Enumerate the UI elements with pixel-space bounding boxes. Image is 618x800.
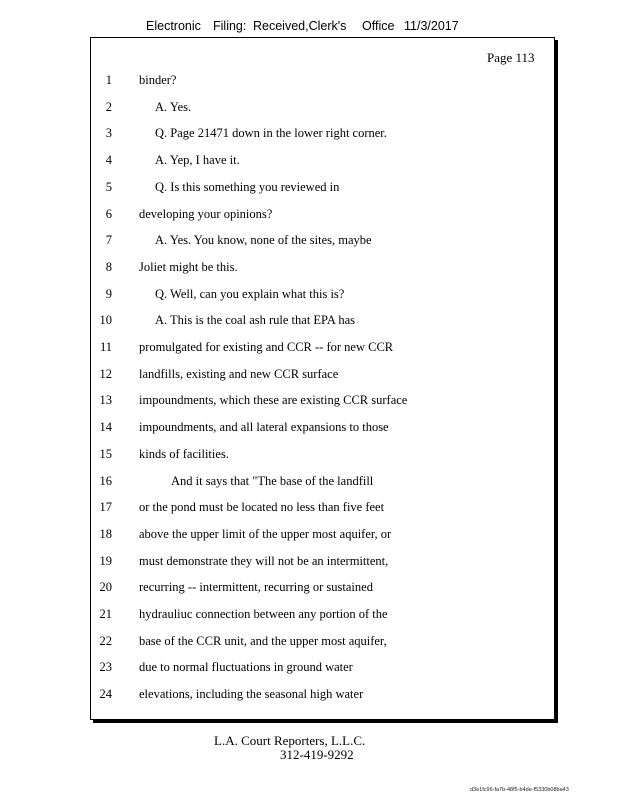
line-text: impoundments, and all lateral expansions to those <box>139 420 389 434</box>
line-number: 5 <box>105 180 112 194</box>
transcript-line <box>0 207 618 225</box>
transcript-line <box>0 287 618 305</box>
transcript-line <box>0 554 618 572</box>
header-date: 11/3/2017 <box>404 19 459 33</box>
line-number: 1 <box>105 73 112 87</box>
line-number: 20 <box>99 580 112 594</box>
transcript-line <box>0 660 618 678</box>
line-number: 18 <box>99 527 112 541</box>
line-text: or the pond must be located no less than five feet <box>139 500 385 514</box>
header-electronic: Electronic <box>146 19 201 33</box>
transcript-line <box>0 73 618 91</box>
line-number: 22 <box>99 634 112 648</box>
line-text: binder? <box>139 73 177 87</box>
transcript-line <box>0 180 618 198</box>
line-number: 8 <box>105 260 112 274</box>
page-number: Page 113 <box>487 50 535 65</box>
document-id: d3e1fc96-fa7b-48f5-b4de-f5330b08ba43 <box>470 787 569 793</box>
line-number: 14 <box>99 420 112 434</box>
transcript-line <box>0 367 618 385</box>
line-text: Q. Is this something you reviewed in <box>155 180 340 194</box>
line-text: A. Yes. You know, none of the sites, maybe <box>155 233 372 247</box>
line-number: 4 <box>105 153 112 167</box>
line-text: Joliet might be this. <box>139 260 238 274</box>
line-text: recurring -- intermittent, recurring or sustained <box>139 580 373 594</box>
line-text: base of the CCR unit, and the upper most aquifer, <box>139 634 387 648</box>
line-text: landfills, existing and new CCR surface <box>139 367 339 381</box>
line-text: due to normal fluctuations in ground water <box>139 660 353 674</box>
line-number: 2 <box>105 100 112 114</box>
line-number: 9 <box>105 287 112 301</box>
transcript-line <box>0 100 618 118</box>
transcript-line <box>0 313 618 331</box>
line-number: 23 <box>99 660 112 674</box>
transcript-line <box>0 153 618 171</box>
footer-company: L.A. Court Reporters, L.L.C. <box>214 733 366 748</box>
line-number: 13 <box>99 393 112 407</box>
line-text: must demonstrate they will not be an intermittent, <box>139 554 389 568</box>
line-text: kinds of facilities. <box>139 447 229 461</box>
transcript-line <box>0 474 618 492</box>
line-number: 24 <box>99 687 112 701</box>
line-number: 7 <box>105 233 112 247</box>
line-text: above the upper limit of the upper most aquifer, or <box>139 527 392 541</box>
line-text: Q. Well, can you explain what this is? <box>155 287 345 301</box>
line-text: Q. Page 21471 down in the lower right corner. <box>155 126 387 140</box>
line-text: A. This is the coal ash rule that EPA has <box>155 313 355 327</box>
transcript-line <box>0 527 618 545</box>
transcript-line <box>0 634 618 652</box>
transcript-line <box>0 126 618 144</box>
line-text: hydrauliuc connection between any portion of the <box>139 607 388 621</box>
header-office: Office <box>362 19 395 33</box>
transcript-line <box>0 233 618 251</box>
transcript-line <box>0 447 618 465</box>
line-text: impoundments, which these are existing CCR surface <box>139 393 408 407</box>
line-text: A. Yep, I have it. <box>155 153 240 167</box>
line-number: 17 <box>99 500 112 514</box>
filing-stamp-header <box>0 19 618 37</box>
transcript-line <box>0 687 618 705</box>
transcript-line <box>0 393 618 411</box>
line-number: 6 <box>105 207 112 221</box>
transcript-line <box>0 607 618 625</box>
transcript-line <box>0 260 618 278</box>
transcript-line <box>0 580 618 598</box>
line-number: 10 <box>99 313 112 327</box>
line-number: 3 <box>105 126 112 140</box>
line-text: And it says that "The base of the landfill <box>171 474 374 488</box>
line-number: 11 <box>99 340 112 354</box>
line-number: 16 <box>99 474 112 488</box>
line-text: elevations, including the seasonal high water <box>139 687 364 701</box>
transcript-line <box>0 340 618 358</box>
footer-phone: 312-419-9292 <box>280 747 354 762</box>
line-number: 12 <box>99 367 112 381</box>
line-number: 21 <box>99 607 112 621</box>
transcript-line <box>0 420 618 438</box>
line-text: promulgated for existing and CCR -- for new CCR <box>139 340 394 354</box>
transcript-line <box>0 500 618 518</box>
line-text: A. Yes. <box>155 100 192 114</box>
line-text: developing your opinions? <box>139 207 273 221</box>
line-number: 15 <box>99 447 112 461</box>
header-received: Received,Clerk's <box>253 19 347 33</box>
header-filing: Filing: <box>213 19 247 33</box>
line-number: 19 <box>99 554 112 568</box>
